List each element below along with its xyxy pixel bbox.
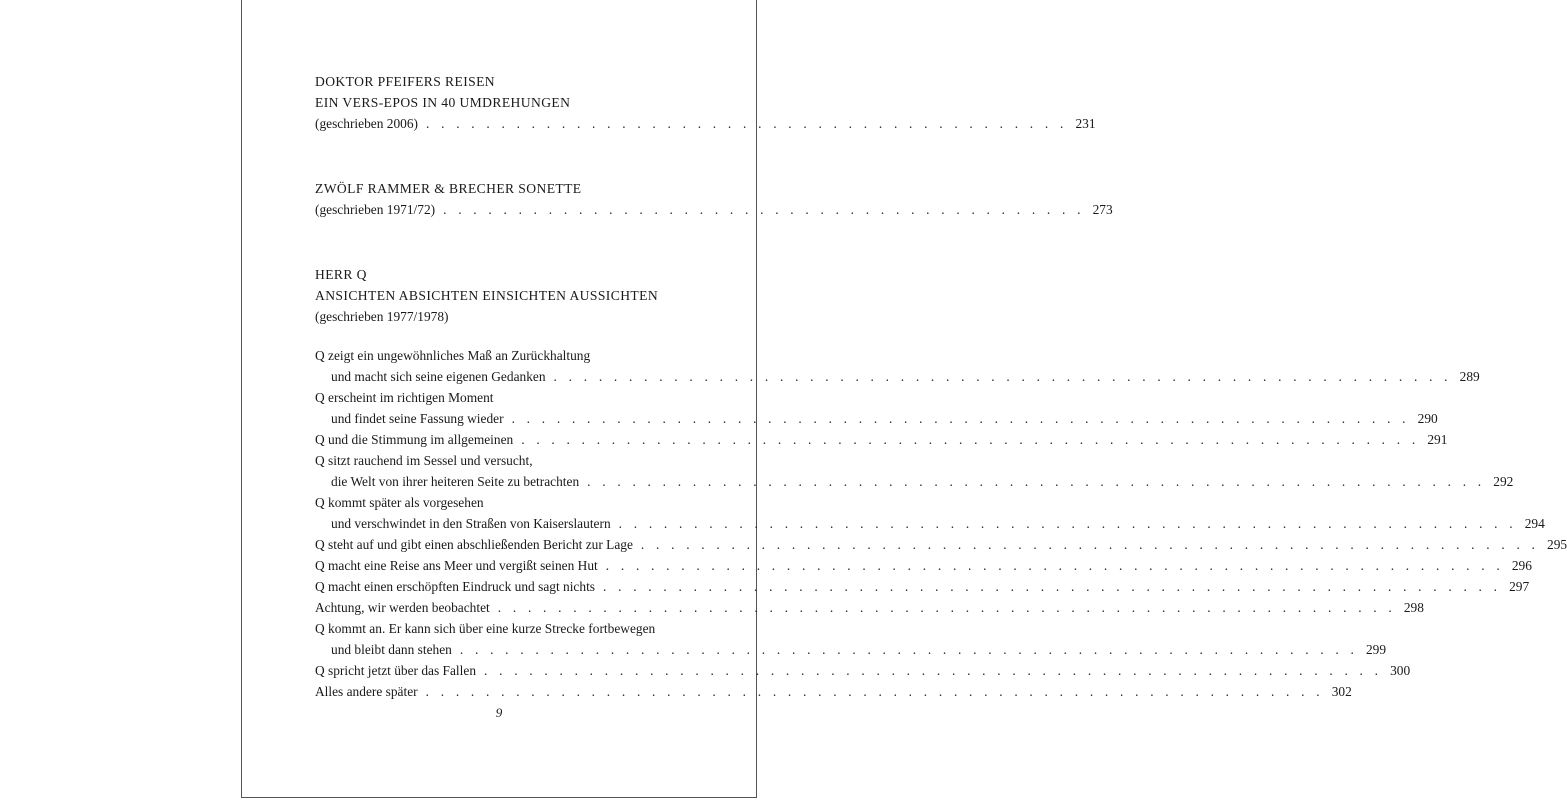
toc-entries: [315, 345, 1567, 702]
section-subtitle: EIN VERS-EPOS IN 40 UMDREHUNGEN: [315, 95, 571, 110]
toc-line: [315, 660, 1411, 681]
dot-leader: . . . . . . . . . . . . . . . . . . . . . . . . . . . . . . . . . . . . . . . . . . . . . . . . . . . . . . . . . . . .: [640, 537, 1540, 552]
dot-leader: . . . . . . . . . . . . . . . . . . . . . . . . . . . . . . . . . . . . . . . . . . .: [443, 202, 1085, 217]
toc-entry: [315, 492, 1545, 534]
toc-section-herr-q: [315, 264, 677, 327]
toc-line: [315, 576, 1530, 597]
page-ref: 289: [1459, 369, 1480, 384]
entry-title-continued: und verschwindet in den Straßen von Kaiserslautern: [331, 516, 611, 531]
entry-title: Alles andere später: [315, 684, 418, 699]
toc-line: [315, 534, 1567, 555]
dot-leader: . . . . . . . . . . . . . . . . . . . . . . . . . . . . . . . . . . . . . . . . . . . . . . . . . . . . . . . . . . . .: [511, 411, 1410, 426]
toc-section-sonette: [315, 178, 1113, 220]
page-number: 9: [495, 705, 503, 720]
toc-line: [315, 681, 1352, 702]
book-page: [241, 0, 1567, 798]
page-ref: 295: [1547, 537, 1567, 552]
toc-entry: [315, 429, 1448, 450]
dot-leader: . . . . . . . . . . . . . . . . . . . . . . . . . . . . . . . . . . . . . . . . . . . . . . . . . . . . . . . . . . . .: [553, 369, 1452, 384]
dot-leader: . . . . . . . . . . . . . . . . . . . . . . . . . . . . . . . . . . . . . . . . . . . . . . . . . . . . . . . . . . . .: [603, 579, 1502, 594]
page-ref: 302: [1331, 684, 1352, 699]
toc-line: [315, 429, 1448, 450]
entry-title-continued: und macht sich seine eigenen Gedanken: [331, 369, 546, 384]
dot-leader: . . . . . . . . . . . . . . . . . . . . . . . . . . . . . . . . . . . . . . . . . . . . . . . . . . . . . . . . . . . .: [459, 642, 1359, 657]
toc-line: [315, 113, 1096, 134]
toc-section-doktor-pfeifer: [315, 71, 1096, 134]
entry-title: Q spricht jetzt über das Fallen: [315, 663, 477, 678]
entry-title: Q kommt an. Er kann sich über eine kurze Strecke fortbewegen: [315, 621, 656, 636]
toc-entry: [315, 597, 1424, 618]
section-title: HERR Q: [315, 267, 367, 282]
dot-leader: . . . . . . . . . . . . . . . . . . . . . . . . . . . . . . . . . . . . . . . . . . . . . . . . . . . . . . . . . . . .: [618, 516, 1517, 531]
entry-title-continued: und bleibt dann stehen: [331, 642, 452, 657]
page-ref: 231: [1075, 116, 1096, 131]
page-ref: 292: [1493, 474, 1514, 489]
entry-title: Q zeigt ein ungewöhnliches Maß an Zurückhaltung: [315, 348, 591, 363]
entry-title: Achtung, wir werden beobachtet: [315, 600, 490, 615]
entry-title-continued: und findet seine Fassung wieder: [331, 411, 504, 426]
dot-leader: . . . . . . . . . . . . . . . . . . . . . . . . . . . . . . . . . . . . . . . . . . . . . . . . . . . . . . . . . . . .: [497, 600, 1396, 615]
entry-title: Q kommt später als vorgesehen: [315, 495, 484, 510]
section-title: ZWÖLF RAMMER & BRECHER SONETTE: [315, 181, 582, 196]
page-ref: 291: [1427, 432, 1448, 447]
toc-entry: [315, 681, 1352, 702]
toc-line: [315, 513, 1545, 534]
dot-leader: . . . . . . . . . . . . . . . . . . . . . . . . . . . . . . . . . . . . . . . . . . . . . . . . . . . . . . . . . . . .: [587, 474, 1486, 489]
toc-line: [315, 408, 1438, 429]
page-ref: 299: [1365, 642, 1387, 657]
page-ref: 294: [1524, 516, 1545, 531]
page-ref: 273: [1092, 202, 1113, 217]
toc-entry: [315, 450, 1514, 492]
toc-entry: [315, 345, 1480, 387]
toc-entry: [315, 387, 1438, 429]
page-ref: 296: [1511, 558, 1532, 573]
toc-entry: [315, 618, 1387, 660]
entry-title: Q sitzt rauchend im Sessel und versucht,: [315, 453, 533, 468]
toc-entry: [315, 660, 1411, 681]
toc-line: [315, 597, 1424, 618]
toc-line: [315, 199, 1113, 220]
dot-leader: . . . . . . . . . . . . . . . . . . . . . . . . . . . . . . . . . . . . . . . . . . .: [426, 116, 1068, 131]
dot-leader: . . . . . . . . . . . . . . . . . . . . . . . . . . . . . . . . . . . . . . . . . . . . . . . . . . . . . . . . . . . .: [425, 684, 1324, 699]
toc-entry: [315, 534, 1567, 555]
entry-title: Q macht eine Reise ans Meer und vergißt seinen Hut: [315, 558, 598, 573]
dot-leader: . . . . . . . . . . . . . . . . . . . . . . . . . . . . . . . . . . . . . . . . . . . . . . . . . . . . . . . . . . . .: [605, 558, 1504, 573]
table-of-contents: [315, 71, 1567, 702]
section-written-date: (geschrieben 1977/1978): [315, 309, 449, 324]
toc-entry: [315, 576, 1530, 597]
entry-title: Q macht einen erschöpften Eindruck und sagt nichts: [315, 579, 596, 594]
section-title: DOKTOR PFEIFERS REISEN: [315, 74, 496, 89]
page-ref: 297: [1509, 579, 1530, 594]
entry-title-continued: die Welt von ihrer heiteren Seite zu betrachten: [331, 474, 580, 489]
section-written-date: (geschrieben 1971/72): [315, 202, 436, 217]
entry-title: Q steht auf und gibt einen abschließenden Bericht zur Lage: [315, 537, 633, 552]
toc-line: [315, 639, 1387, 660]
dot-leader: . . . . . . . . . . . . . . . . . . . . . . . . . . . . . . . . . . . . . . . . . . . . . . . . . . . . . . . . . . . .: [521, 432, 1420, 447]
dot-leader: . . . . . . . . . . . . . . . . . . . . . . . . . . . . . . . . . . . . . . . . . . . . . . . . . . . . . . . . . . . .: [484, 663, 1383, 678]
page-ref: 290: [1417, 411, 1438, 426]
entry-title: Q und die Stimmung im allgemeinen: [315, 432, 514, 447]
entry-title: Q erscheint im richtigen Moment: [315, 390, 494, 405]
toc-line: [315, 366, 1480, 387]
toc-line: [315, 471, 1514, 492]
page-ref: 300: [1390, 663, 1411, 678]
section-written-date: (geschrieben 2006): [315, 116, 418, 131]
section-subtitle: ANSICHTEN ABSICHTEN EINSICHTEN AUSSICHTEN: [315, 288, 659, 303]
toc-entry: [315, 555, 1532, 576]
page-ref: 298: [1403, 600, 1424, 615]
toc-line: [315, 555, 1532, 576]
